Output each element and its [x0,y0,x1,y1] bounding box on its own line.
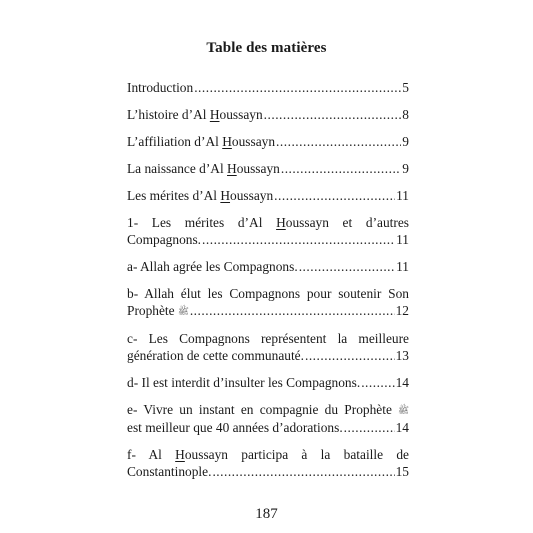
toc-line [127,419,409,436]
toc-page-number: 9 [402,134,409,149]
toc-line [127,231,409,248]
toc-entry-label [127,106,263,123]
label-text: d- Il est interdit d’insulter les Compagnons. [127,375,361,390]
page-number: 187 [255,506,278,522]
toc-entry [127,330,409,364]
label-text: oussayn [230,188,274,203]
toc-entry-label [127,187,273,204]
table-of-contents [127,79,409,490]
toc-line [127,106,409,123]
toc-page-number: 12 [395,303,409,318]
label-text: génération de cette communauté. [127,348,304,363]
toc-entry [127,446,409,480]
dot-leader [190,302,395,319]
label-text: Constantinople. [127,464,212,479]
toc-entry [127,401,409,436]
toc-line [127,446,409,463]
underlined-letter: H [220,188,231,203]
toc-line [127,463,409,480]
toc-line [127,401,409,419]
toc-entry-label [127,463,211,480]
dot-leader [361,374,394,391]
toc-entry-label [127,374,360,391]
toc-entry-label [127,133,275,150]
toc-entry [127,79,409,96]
toc-entry-label [127,302,189,320]
dot-leader [202,231,395,248]
label-text: oussayn [236,161,280,176]
toc-entry [127,133,409,150]
toc-page-number: 11 [396,188,409,203]
dot-leader [305,347,395,364]
toc-entry-label [127,231,201,248]
toc-entry-label [127,447,409,462]
toc-page-number: 8 [402,107,409,122]
label-text: Compagnons. [127,232,202,247]
label-text: oussayn participa à la bataille de [184,447,409,462]
dot-leader [212,463,394,480]
toc-page-number: 5 [402,80,409,95]
label-text: L’histoire d’Al [127,107,210,122]
label-text: f- Al [127,447,176,462]
toc-line [127,374,409,391]
toc-entry-label [127,258,298,275]
dot-leader [274,187,395,204]
label-text: La naissance d’Al [127,161,228,176]
toc-line [127,347,409,364]
salawat-symbol: ﷺ [177,306,189,316]
dot-leader [276,133,401,150]
underlined-letter: H [175,447,185,462]
toc-entry-label [127,347,304,364]
toc-line [127,330,409,347]
toc-line [127,214,409,231]
toc-entry-label [127,331,409,346]
toc-line [127,160,409,177]
underlined-letter: H [227,161,237,176]
dot-leader [344,419,395,436]
toc-entry [127,285,409,320]
toc-entry-label [127,160,280,177]
toc-line [127,133,409,150]
dot-leader [281,160,401,177]
toc-entry-label [127,215,409,230]
toc-entry [127,258,409,275]
salawat-symbol: ﷺ [398,405,409,415]
toc-page-number: 9 [402,161,409,176]
toc-entry-label [127,419,343,436]
label-text: est meilleur que 40 années d’adorations. [127,420,343,435]
toc-entry [127,214,409,248]
toc-entry [127,160,409,177]
underlined-letter: H [222,134,232,149]
label-text: oussayn [219,107,263,122]
toc-entry-label [127,286,409,301]
label-text: 1- Les mérites d’Al [127,215,277,230]
toc-line [127,302,409,320]
label-text: e- Vivre un instant en compagnie du Prophète [127,402,399,417]
toc-page-number: 11 [396,259,409,274]
toc-line [127,285,409,302]
toc-page-number: 11 [396,232,409,247]
toc-entry-label [127,402,409,417]
label-text: Prophète [127,303,178,318]
dot-leader [299,258,395,275]
label-text: a- Allah agrée les Compagnons. [127,259,298,274]
label-text: b- Allah élut les Compagnons pour soutenir Son [127,286,409,301]
toc-line [127,79,409,96]
label-text: Introduction [127,80,194,95]
underlined-letter: H [276,215,286,230]
toc-entry [127,106,409,123]
toc-entry-label [127,79,193,96]
label-text: oussayn et d’autres [285,215,409,230]
toc-page-number: 15 [395,464,409,479]
label-text: oussayn [231,134,276,149]
dot-leader [194,79,401,96]
label-text: c- Les Compagnons représentent la meilleure [127,331,409,346]
toc-title: Table des matières [206,40,327,56]
dot-leader [264,106,402,123]
toc-line [127,258,409,275]
label-text: L’affiliation d’Al [127,134,223,149]
toc-entry [127,187,409,204]
toc-page-number: 14 [395,375,409,390]
toc-entry [127,374,409,391]
toc-line [127,187,409,204]
toc-page-number: 13 [395,348,409,363]
underlined-letter: H [209,107,220,122]
toc-page-number: 14 [395,420,409,435]
label-text: Les mérites d’Al [127,188,221,203]
